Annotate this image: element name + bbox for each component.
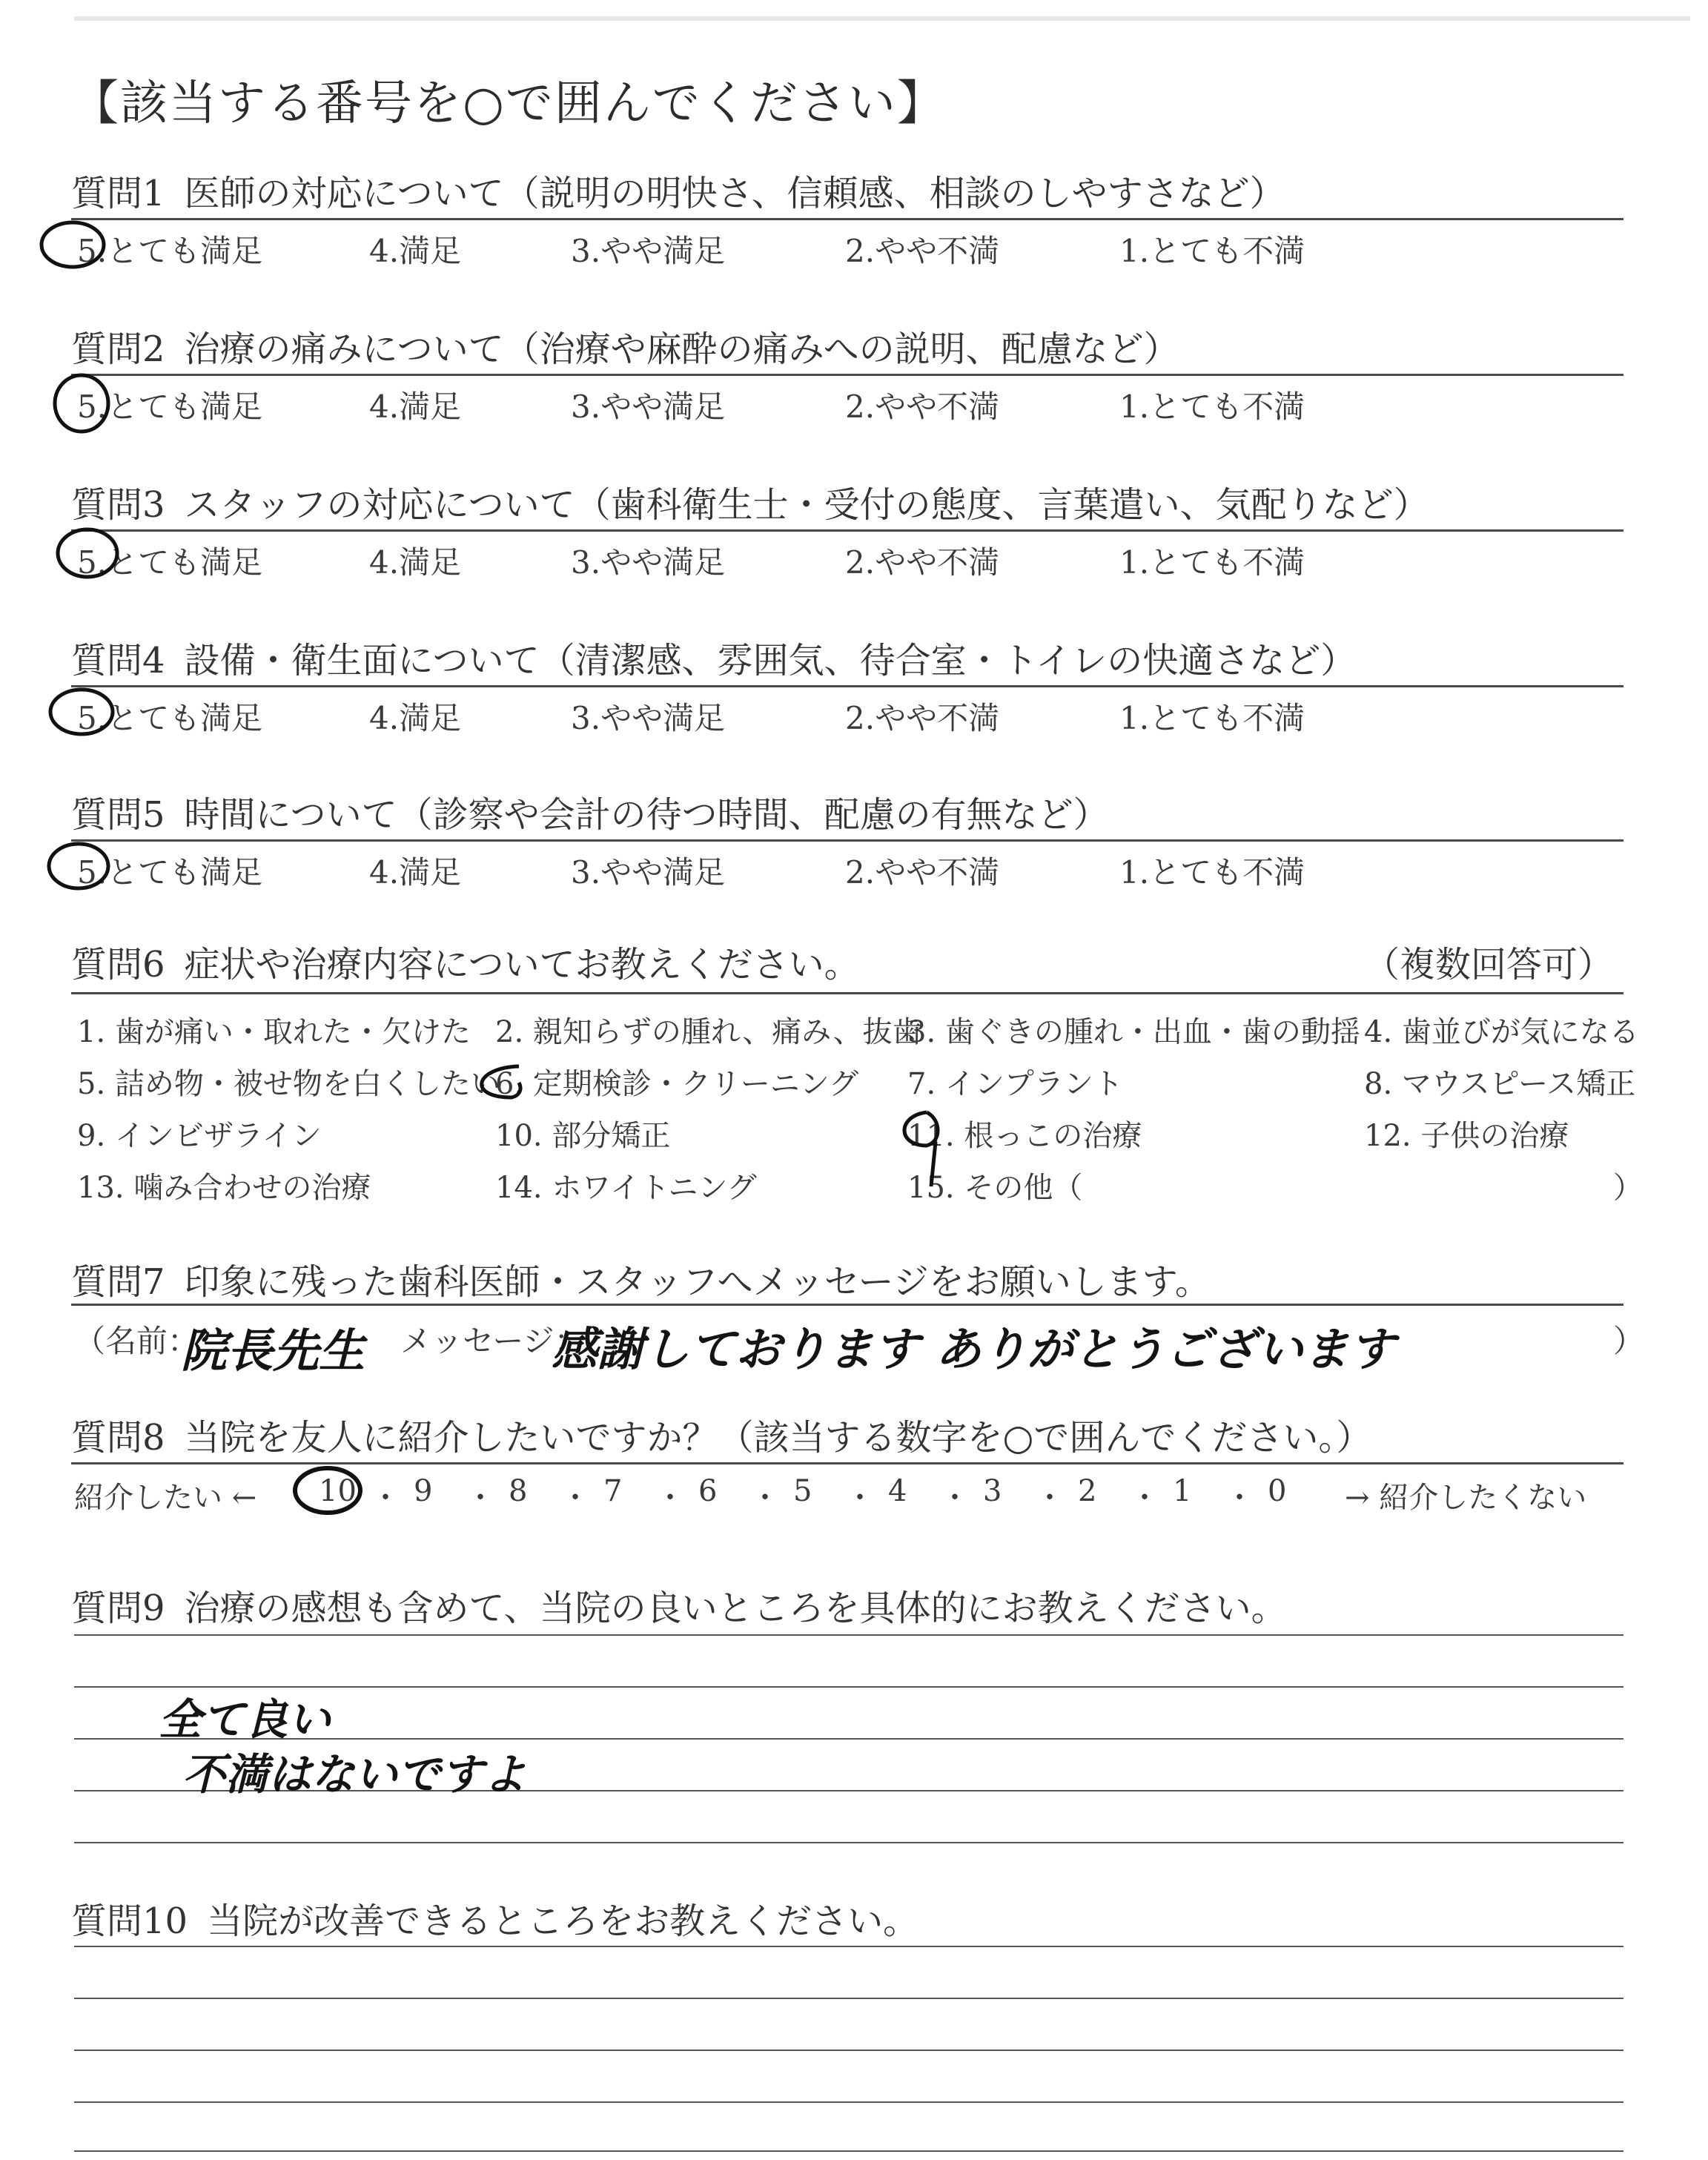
q8-scale-6[interactable]: 6: [698, 1474, 718, 1508]
q6-option-10[interactable]: 10. 部分矯正: [495, 1119, 671, 1153]
q8-scale-7[interactable]: 7: [603, 1474, 623, 1508]
q1-option-1[interactable]: 1.とても不満: [1119, 233, 1305, 269]
q1-option-2[interactable]: 2.やや不満: [845, 233, 1000, 269]
q8-scale-8[interactable]: 8: [509, 1474, 528, 1508]
q7-name-handwritten[interactable]: 院長先生: [181, 1324, 365, 1378]
q8-title: 質問8 当院を友人に紹介したいですか？（該当する数字を○で囲んでください。）: [71, 1417, 1372, 1459]
q8-scale-4[interactable]: 4: [888, 1474, 907, 1508]
q8-scale-separator: ・: [560, 1481, 590, 1515]
q6-option-5[interactable]: 5. 詰め物・被せ物を白くしたい: [77, 1067, 500, 1101]
q4-option-4[interactable]: 4.満足: [369, 700, 462, 736]
q2-title: 質問2 治療の痛みについて（治療や麻酔の痛みへの説明、配慮など）: [71, 328, 1179, 370]
q10-writing-line: [74, 1998, 1623, 1999]
q9-handwritten-line-1[interactable]: 全て良い: [159, 1694, 331, 1745]
q8-scale-separator: ・: [655, 1481, 685, 1515]
q3-option-2[interactable]: 2.やや不満: [845, 544, 1000, 581]
q6-option-2[interactable]: 2. 親知らずの腫れ、痛み、抜歯: [495, 1015, 922, 1049]
q2-option-4[interactable]: 4.満足: [369, 389, 462, 425]
q6-option-13[interactable]: 13. 噛み合わせの治療: [77, 1171, 371, 1205]
q8-scale-separator: ・: [1130, 1481, 1159, 1515]
q3-title: 質問3 スタッフの対応について（歯科衛生士・受付の態度、言葉遣い、気配りなど）: [71, 484, 1429, 526]
q6-rule: [71, 992, 1623, 994]
q8-scale-9[interactable]: 9: [414, 1474, 433, 1508]
q8-scale-0[interactable]: 0: [1268, 1474, 1287, 1508]
q2-option-1[interactable]: 1.とても不満: [1119, 389, 1305, 425]
q8-scale-separator: ・: [845, 1481, 875, 1515]
q8-rule: [71, 1462, 1623, 1464]
q6-option-7[interactable]: 7. インプラント: [907, 1067, 1123, 1101]
q3-option-1[interactable]: 1.とても不満: [1119, 544, 1305, 581]
q6-title: 質問6 症状や治療内容についてお教えください。: [71, 944, 860, 985]
q8-scale-separator: ・: [940, 1481, 970, 1515]
q2-rule: [71, 374, 1623, 376]
form-header: 【該当する番号を○で囲んでください】: [71, 76, 946, 131]
scan-edge: [74, 16, 1690, 21]
q1-option-4[interactable]: 4.満足: [369, 233, 462, 269]
q4-option-2[interactable]: 2.やや不満: [845, 700, 1000, 736]
q6-option-15[interactable]: 15. その他（: [907, 1171, 1083, 1205]
q5-title: 質問5 時間について（診察や会計の待つ時間、配慮の有無など）: [71, 794, 1109, 836]
q4-title: 質問4 設備・衛生面について（清潔感、雰囲気、待合室・トイレの快適さなど）: [71, 640, 1357, 681]
q7-close-paren: ）: [1613, 1323, 1645, 1359]
q8-left-label: 紹介したい ←: [74, 1481, 257, 1515]
q6-option-9[interactable]: 9. インビザライン: [77, 1119, 322, 1153]
q8-scale-1[interactable]: 1: [1173, 1474, 1192, 1508]
q4-rule: [71, 685, 1623, 687]
q2-option-3[interactable]: 3.やや満足: [571, 389, 726, 425]
q5-option-5[interactable]: 5.とても満足: [77, 854, 263, 891]
q6-option-11[interactable]: 11. 根っこの治療: [907, 1119, 1142, 1153]
q1-option-5[interactable]: 5.とても満足: [77, 233, 263, 269]
q3-rule: [71, 529, 1623, 532]
q8-scale-separator: ・: [466, 1481, 495, 1515]
q6-option-1[interactable]: 1. 歯が痛い・取れた・欠けた: [77, 1015, 471, 1049]
q7-title: 質問7 印象に残った歯科医師・スタッフへメッセージをお願いします。: [71, 1261, 1211, 1303]
q10-writing-line: [74, 2050, 1623, 2051]
q4-option-3[interactable]: 3.やや満足: [571, 700, 726, 736]
q9-title: 質問9 治療の感想も含めて、当院の良いところを具体的にお教えください。: [71, 1588, 1287, 1629]
q3-option-3[interactable]: 3.やや満足: [571, 544, 726, 581]
q1-option-3[interactable]: 3.やや満足: [571, 233, 726, 269]
q7-message-handwritten[interactable]: 感謝しております ありがとうございます: [552, 1322, 1395, 1376]
q8-scale-5[interactable]: 5: [793, 1474, 812, 1508]
q7-rule: [71, 1304, 1623, 1306]
q2-option-5[interactable]: 5.とても満足: [77, 389, 263, 425]
q8-scale-separator: ・: [1035, 1481, 1065, 1515]
q6-multiple-answer-note: （複数回答可）: [1364, 944, 1614, 985]
q8-scale-3[interactable]: 3: [983, 1474, 1002, 1508]
q8-scale-2[interactable]: 2: [1078, 1474, 1097, 1508]
q6-option-15-close-paren: ）: [1613, 1171, 1643, 1205]
q4-option-5[interactable]: 5.とても満足: [77, 700, 263, 736]
q6-option-4[interactable]: 4. 歯並びが気になる: [1364, 1015, 1639, 1049]
q3-option-5[interactable]: 5.とても満足: [77, 544, 263, 581]
q8-scale-separator: ・: [371, 1481, 400, 1515]
q6-option-6[interactable]: 6. 定期検診・クリーニング: [495, 1067, 859, 1101]
q10-writing-line: [74, 1946, 1623, 1947]
q3-option-4[interactable]: 4.満足: [369, 544, 462, 581]
q5-option-1[interactable]: 1.とても不満: [1119, 854, 1305, 891]
q5-option-4[interactable]: 4.満足: [369, 854, 462, 891]
q10-title: 質問10 当院が改善できるところをお教えください。: [71, 1900, 919, 1942]
q9-writing-line: [74, 1842, 1623, 1843]
q9-handwritten-line-2[interactable]: 不満はないですよ: [182, 1749, 527, 1800]
q2-option-2[interactable]: 2.やや不満: [845, 389, 1000, 425]
q6-option-14[interactable]: 14. ホワイトニング: [495, 1171, 757, 1205]
q4-option-1[interactable]: 1.とても不満: [1119, 700, 1305, 736]
q8-scale-10[interactable]: 10: [319, 1474, 357, 1508]
q9-writing-line: [74, 1634, 1623, 1636]
q7-name-label: （名前：: [74, 1323, 199, 1359]
q5-option-3[interactable]: 3.やや満足: [571, 854, 726, 891]
q1-title: 質問1 医師の対応について（説明の明快さ、信頼感、相談のしやすさなど）: [71, 173, 1285, 214]
q5-rule: [71, 839, 1623, 842]
q5-option-2[interactable]: 2.やや不満: [845, 854, 1000, 891]
q10-writing-line: [74, 2150, 1623, 2152]
q7-message-label: メッセージ：: [400, 1323, 586, 1359]
q6-option-12[interactable]: 12. 子供の治療: [1364, 1119, 1569, 1153]
q1-rule: [71, 218, 1623, 220]
q6-option-8[interactable]: 8. マウスピース矯正: [1364, 1067, 1636, 1101]
q10-writing-line: [74, 2101, 1623, 2103]
q8-scale-separator: ・: [750, 1481, 780, 1515]
q6-option-3[interactable]: 3. 歯ぐきの腫れ・出血・歯の動揺: [907, 1015, 1360, 1049]
q8-right-label: → 紹介したくない: [1345, 1481, 1587, 1515]
q8-scale-separator: ・: [1225, 1481, 1254, 1515]
